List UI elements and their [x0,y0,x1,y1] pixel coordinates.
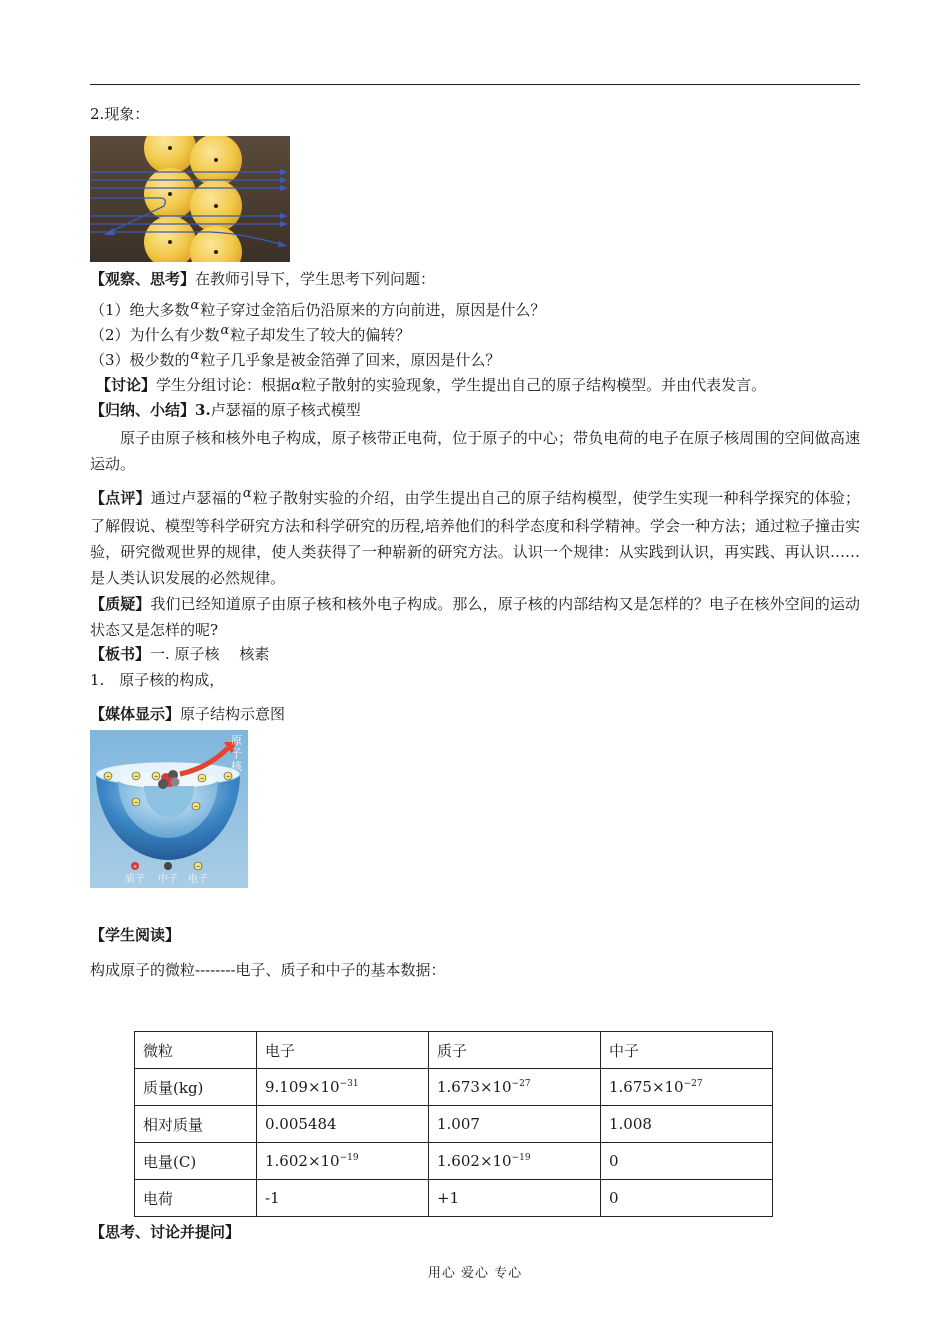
electron-sign: − [105,773,111,781]
alpha-symbol: α [242,486,252,501]
nucleus-label [231,734,243,773]
legend-proton-sign: + [132,863,138,871]
question-1: （1）绝大多数α粒子穿过金箔后仍沿原来的方向前进，原因是什么？ [90,298,546,319]
gold-atoms [144,136,242,262]
header-rule [90,84,860,85]
electron-sign: − [153,773,159,781]
electron-sign: − [133,799,139,807]
nucleus-label-char-1: 原 [231,735,242,747]
table-cell: $1.675\times 10^{-27}$ [601,1069,773,1106]
discuss-line: 【讨论】学生分组讨论：根据α粒子散射的实验现象，学生提出自己的原子结构模型。并由代表发言。 [96,376,767,394]
question-tag: 【质疑】 [90,595,151,613]
table-header-row [135,1032,773,1069]
alpha-symbol: α [220,323,230,338]
table-cell: $1.602\times 10^{-19}$ [429,1143,601,1180]
legend-electron: 电子 [188,874,208,885]
think-tag: 【思考、讨论并提问】 [90,1223,241,1241]
alpha-scattering-figure [90,136,290,262]
observe-tag: 【观察、思考】 [90,270,196,288]
reading-tag: 【学生阅读】 [90,926,181,944]
alpha-symbol: α [291,376,302,394]
row-label: 质量(kg) [135,1069,257,1106]
page-footer: 用心 爱心 专心 [427,1266,523,1281]
question-2: （2）为什么有少数α粒子却发生了较大的偏转？ [90,323,411,344]
electron-sign: − [225,773,231,781]
observe-text: 在教师引导下，学生思考下列问题： [195,270,436,288]
table-cell: 1.007 [429,1106,601,1143]
legend-neutron: 中子 [158,874,178,885]
observe-line [90,268,860,290]
nucleus-label-char-3: 核 [231,761,242,773]
row-label: 电量(C) [135,1143,257,1180]
diagram-legend [125,862,208,885]
table-header-cell: 质子 [429,1032,601,1069]
discuss-tag: 【讨论】 [96,376,157,394]
document-page [90,100,860,1243]
particle-data-table [134,1031,773,1217]
summary-tag: 【归纳、小结】 [90,401,196,419]
section-title-phenomenon: 2.现象： [90,105,150,123]
board-tag: 【板书】 [90,645,151,663]
table-row [135,1180,773,1217]
summary-line: 【归纳、小结】3.卢瑟福的原子核式模型 [90,401,361,419]
media-tag: 【媒体显示】 [90,705,181,723]
table-row [135,1069,773,1106]
nucleus-label-char-2: 子 [231,748,242,760]
comment-paragraph: 【点评】通过卢瑟福的α粒子散射实验的介绍，由学生提出自己的原子结构模型，使学生实现一种科学探究的体验；了解假说、模型等科学研究方法和科学研究的历程,培养他们的科学态度和科学精神。学会一种方法；通过粒子撞击实验，研究微观世界的规律，使人类获得了一种崭新的研究方法。认识一个规律：从实践到认识，再实践、再认识……是人类认识发展的必然规律。 [90,486,860,587]
table-header-cell: 中子 [601,1032,773,1069]
row-label: 相对质量 [135,1106,257,1143]
comment-tag: 【点评】 [90,489,151,507]
alpha-symbol: α [190,298,200,313]
table-cell: 1.008 [601,1106,773,1143]
reading-intro: 构成原子的微粒--------电子、质子和中子的基本数据： [90,961,446,979]
table-cell: 0.005484 [257,1106,429,1143]
electron-sign: − [133,773,139,781]
atom-structure-diagram [90,730,248,888]
media-line: 【媒体显示】原子结构示意图 [90,705,286,723]
alpha-symbol: α [190,348,200,363]
table-cell: 0 [601,1143,773,1180]
table-cell: +1 [429,1180,601,1217]
table-cell: 0 [601,1180,773,1217]
legend-proton: 质子 [125,874,145,885]
table-cell: $9.109\times 10^{-31}$ [257,1069,429,1106]
table-cell: $1.602\times 10^{-19}$ [257,1143,429,1180]
question-3: （3）极少数的α粒子几乎象是被金箔弹了回来，原因是什么？ [90,348,501,369]
table-header-cell: 微粒 [135,1032,257,1069]
table-cell: -1 [257,1180,429,1217]
table-header-cell: 电子 [257,1032,429,1069]
table-cell: $1.673\times 10^{-27}$ [429,1069,601,1106]
legend-electron-sign: − [195,863,201,871]
table-row [135,1106,773,1143]
row-label: 电荷 [135,1180,257,1217]
table-row [135,1143,773,1180]
question-paragraph: 【质疑】我们已经知道原子由原子核和核外电子构成。那么，原子核的内部结构又是怎样的？电子在核外空间的运动状态又是怎样的呢? [90,595,860,639]
board-line: 【板书】一. 原子核 核素 [90,645,270,663]
electron-sign: − [199,775,205,783]
model-description: 原子由原子核和核外电子构成，原子核带正电荷，位于原子的中心；带负电荷的电子在原子核周围的空间做高速运动。 [90,429,860,473]
electron-sign: − [193,803,199,811]
nucleus-item: 1. 原子核的构成， [90,671,225,689]
